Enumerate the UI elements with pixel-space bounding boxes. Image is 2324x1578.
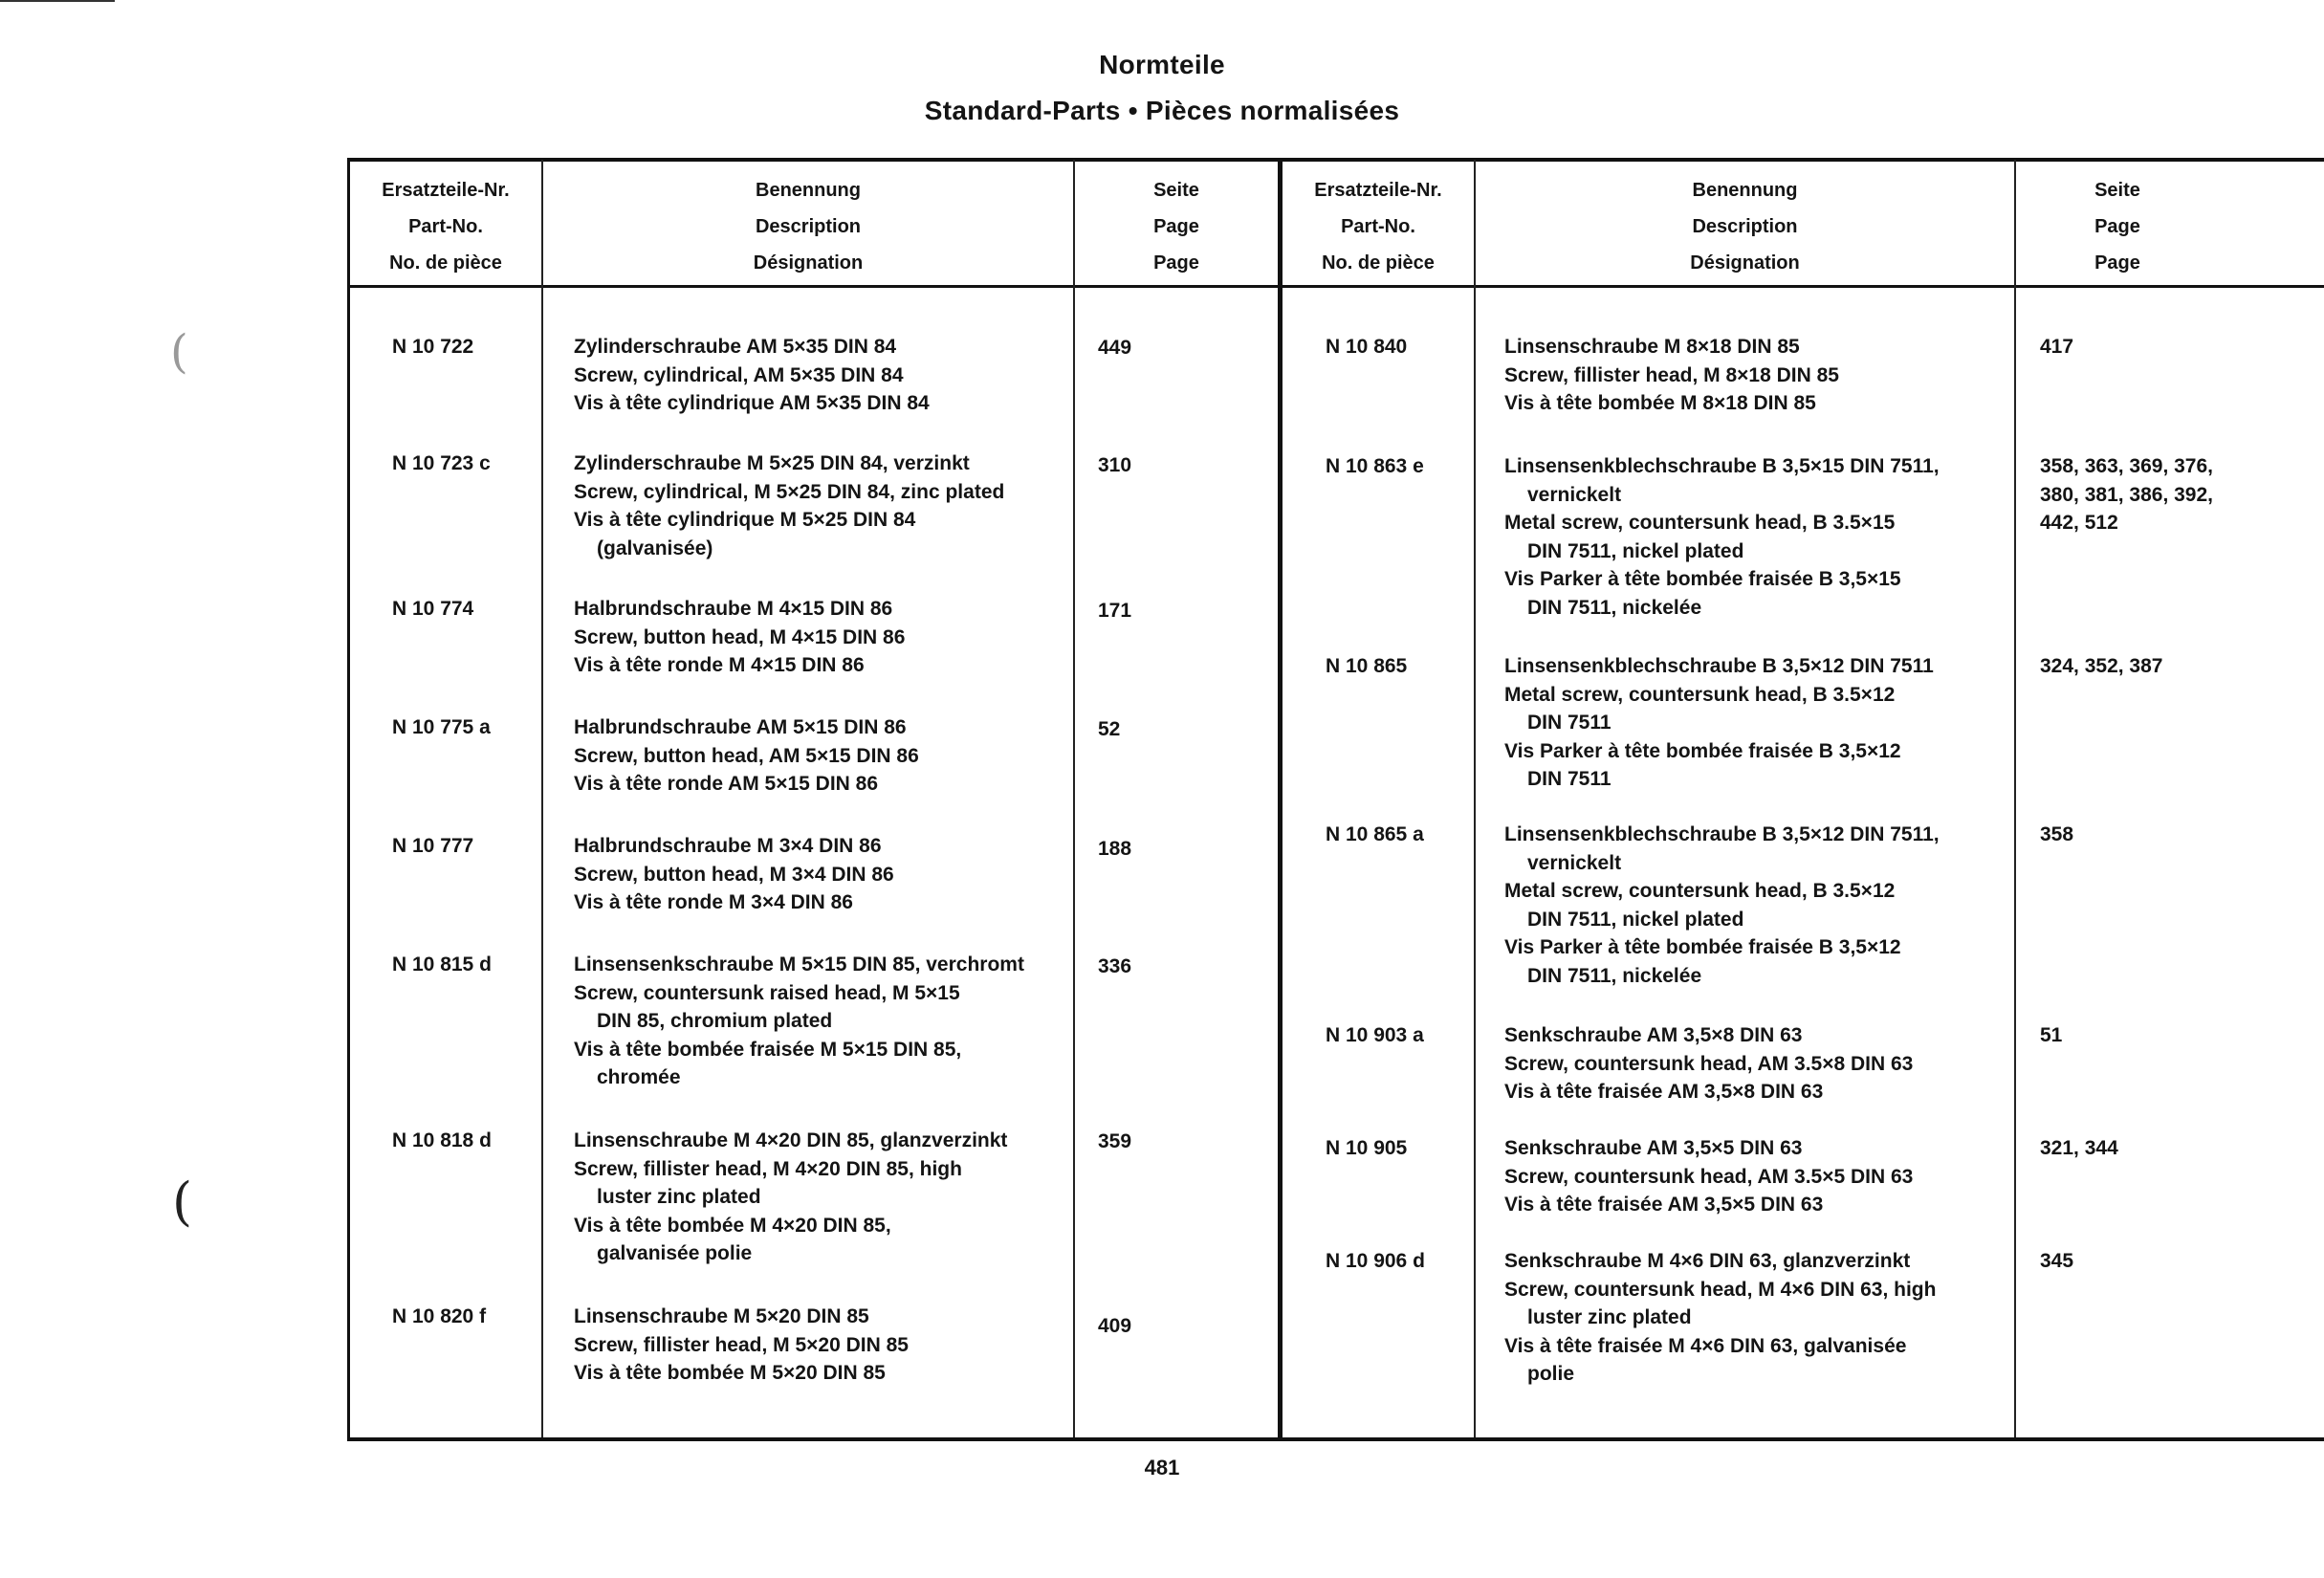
description-line: polie <box>1527 1363 1575 1385</box>
description-line: Screw, button head, AM 5×15 DIN 86 <box>574 744 919 767</box>
binding-hole-mark: ( <box>172 1172 193 1232</box>
header-divider <box>347 285 2324 288</box>
description-line: DIN 85, chromium plated <box>597 1010 833 1032</box>
column-divider-center <box>1278 160 1283 1437</box>
part-number: N 10 777 <box>392 835 474 857</box>
part-number: N 10 723 c <box>392 452 491 474</box>
header-label: No. de pièce <box>1322 252 1435 274</box>
page-reference <box>2040 1134 2118 1163</box>
description-line: Vis à tête ronde M 3×4 DIN 86 <box>574 891 853 913</box>
description-line: vernickelt <box>1527 851 1622 874</box>
header-part-no-right <box>1283 172 1474 281</box>
description-line: Metal screw, countersunk head, B 3.5×12 <box>1504 880 1896 902</box>
part-description <box>574 333 930 418</box>
description-line: Screw, cylindrical, M 5×25 DIN 84, zinc plated <box>574 480 1005 503</box>
header-label: Ersatzteile-Nr. <box>1314 180 1442 201</box>
column-divider <box>541 160 543 1437</box>
description-line: DIN 7511 <box>1527 712 1611 734</box>
page-number: 481 <box>1144 1456 1180 1479</box>
part-description <box>1504 1021 1913 1107</box>
page-reference <box>2040 1247 2073 1276</box>
description-line: Screw, countersunk head, AM 3.5×5 DIN 63 <box>1504 1165 1914 1188</box>
part-description <box>1504 1247 1936 1389</box>
page-reference-line: 321, 344 <box>2040 1137 2118 1159</box>
page-reference: 449 <box>1098 337 1132 359</box>
part-description <box>574 832 894 917</box>
description-line: Vis Parker à tête bombée fraisée B 3,5×12 <box>1504 936 1901 958</box>
description-line: Linsensenkblechschraube B 3,5×12 DIN 7511, <box>1504 823 1940 845</box>
description-line: vernickelt <box>1527 483 1622 506</box>
page-subtitle: Standard-Parts • Pièces normalisées <box>924 96 1400 125</box>
description-line: Linsensenkblechschraube B 3,5×12 DIN 7511 <box>1504 655 1934 677</box>
column-divider <box>1474 160 1476 1437</box>
description-line: Vis à tête fraisée AM 3,5×5 DIN 63 <box>1504 1194 1824 1216</box>
description-line: Vis à tête fraisée M 4×6 DIN 63, galvanisée <box>1504 1334 1907 1357</box>
header-description-left <box>543 172 1073 281</box>
page-title: Normteile <box>1099 50 1225 79</box>
description-line: Vis à tête fraisée AM 3,5×8 DIN 63 <box>1504 1081 1824 1103</box>
description-line: Vis à tête bombée fraisée M 5×15 DIN 85, <box>574 1038 962 1061</box>
description-line: Vis à tête bombée M 4×20 DIN 85, <box>574 1214 891 1237</box>
part-number: N 10 722 <box>392 336 474 358</box>
description-line: Vis à tête cylindrique M 5×25 DIN 84 <box>574 509 916 531</box>
description-line: Screw, countersunk head, AM 3.5×8 DIN 63 <box>1504 1052 1914 1075</box>
page-reference-line: 380, 381, 386, 392, <box>2040 483 2213 506</box>
part-number: N 10 818 d <box>392 1129 492 1151</box>
page-reference-line: 417 <box>2040 336 2074 358</box>
description-line: Linsensenkschraube M 5×15 DIN 85, verchromt <box>574 953 1024 975</box>
description-line: luster zinc plated <box>1527 1306 1692 1328</box>
description-line: DIN 7511, nickel plated <box>1527 539 1744 562</box>
page-reference: 188 <box>1098 838 1132 860</box>
description-line: Halbrundschraube AM 5×15 DIN 86 <box>574 716 907 738</box>
description-line: Screw, cylindrical, AM 5×35 DIN 84 <box>574 363 904 386</box>
header-label: Page <box>2094 216 2140 237</box>
part-number: N 10 840 <box>1326 336 1408 358</box>
part-number: N 10 865 a <box>1326 823 1424 845</box>
part-number: N 10 865 <box>1326 655 1408 677</box>
page-reference <box>2040 1021 2062 1050</box>
header-label: Seite <box>1153 180 1199 201</box>
part-number: N 10 815 d <box>392 953 492 975</box>
description-line: Screw, button head, M 4×15 DIN 86 <box>574 625 906 648</box>
page-reference-line: 345 <box>2040 1250 2074 1272</box>
description-line: Linsenschraube M 8×18 DIN 85 <box>1504 336 1800 358</box>
description-line: Vis à tête cylindrique AM 5×35 DIN 84 <box>574 392 930 414</box>
description-line: DIN 7511, nickel plated <box>1527 908 1744 931</box>
header-label: Description <box>755 216 862 237</box>
description-line: Senkschraube M 4×6 DIN 63, glanzverzinkt <box>1504 1250 1911 1272</box>
description-line: Screw, button head, M 3×4 DIN 86 <box>574 863 894 886</box>
part-description <box>574 1303 909 1388</box>
part-description <box>1504 333 1839 418</box>
header-label: Page <box>2094 252 2140 274</box>
description-line: Screw, fillister head, M 5×20 DIN 85 <box>574 1333 909 1356</box>
part-description <box>574 713 919 799</box>
page-reference: 171 <box>1098 600 1132 622</box>
header-page-left <box>1075 172 1278 281</box>
description-line: (galvanisée) <box>597 537 713 559</box>
header-part-no-left <box>350 172 541 281</box>
header-label: Seite <box>2094 180 2140 201</box>
page-reference <box>2040 452 2213 537</box>
description-line: Vis à tête bombée M 5×20 DIN 85 <box>574 1362 886 1384</box>
part-description <box>1504 821 1940 990</box>
description-line: Linsenschraube M 4×20 DIN 85, glanzverzinkt <box>574 1129 1008 1151</box>
description-line: Vis à tête ronde AM 5×15 DIN 86 <box>574 773 879 795</box>
part-number: N 10 774 <box>392 598 474 620</box>
description-line: Screw, countersunk head, M 4×6 DIN 63, high <box>1504 1278 1937 1301</box>
description-line: Screw, countersunk raised head, M 5×15 <box>574 981 960 1004</box>
header-label: No. de pièce <box>389 252 502 274</box>
part-description <box>1504 1134 1913 1219</box>
header-label: Description <box>1692 216 1798 237</box>
page-reference: 52 <box>1098 718 1121 740</box>
description-line: Linsenschraube M 5×20 DIN 85 <box>574 1305 869 1327</box>
page-reference: 310 <box>1098 454 1132 476</box>
page-reference <box>2040 821 2073 849</box>
column-divider <box>2014 160 2016 1437</box>
page-reference-line: 442, 512 <box>2040 512 2118 534</box>
description-line: Linsensenkblechschraube B 3,5×15 DIN 7511, <box>1504 455 1940 477</box>
page-reference-line: 51 <box>2040 1024 2063 1046</box>
header-label: Désignation <box>753 252 864 274</box>
description-line: Vis Parker à tête bombée fraisée B 3,5×15 <box>1504 568 1901 590</box>
page-reference: 336 <box>1098 955 1132 977</box>
header-page-right <box>2016 172 2219 281</box>
part-description <box>1504 652 1934 794</box>
description-line: Vis à tête bombée M 8×18 DIN 85 <box>1504 392 1816 414</box>
part-number: N 10 820 f <box>392 1305 487 1327</box>
part-number: N 10 903 a <box>1326 1024 1424 1046</box>
description-line: Halbrundschraube M 4×15 DIN 86 <box>574 598 893 620</box>
header-label: Page <box>1153 252 1199 274</box>
description-line: Metal screw, countersunk head, B 3.5×15 <box>1504 512 1896 534</box>
part-description <box>574 951 1024 1092</box>
description-line: DIN 7511 <box>1527 768 1611 790</box>
description-line: Screw, fillister head, M 4×20 DIN 85, high <box>574 1157 962 1180</box>
header-label: Part-No. <box>408 216 483 237</box>
page-reference: 359 <box>1098 1130 1132 1152</box>
description-line: DIN 7511, nickelée <box>1527 964 1702 987</box>
description-line: Senkschraube AM 3,5×5 DIN 63 <box>1504 1137 1803 1159</box>
top-left-rule <box>0 0 115 2</box>
description-line: Vis Parker à tête bombée fraisée B 3,5×12 <box>1504 739 1901 762</box>
part-number: N 10 905 <box>1326 1137 1408 1159</box>
header-label: Benennung <box>1692 180 1798 201</box>
page-reference <box>2040 333 2073 362</box>
description-line: Screw, fillister head, M 8×18 DIN 85 <box>1504 363 1839 386</box>
part-number: N 10 906 d <box>1326 1250 1425 1272</box>
header-label: Benennung <box>756 180 861 201</box>
description-line: Senkschraube AM 3,5×8 DIN 63 <box>1504 1024 1803 1046</box>
description-line: Zylinderschraube AM 5×35 DIN 84 <box>574 336 897 358</box>
description-line: Zylinderschraube M 5×25 DIN 84, verzinkt <box>574 452 970 474</box>
header-label: Désignation <box>1690 252 1800 274</box>
page-reference: 409 <box>1098 1315 1132 1337</box>
part-description <box>574 1127 1007 1268</box>
page-reference <box>2040 652 2162 681</box>
part-number: N 10 775 a <box>392 716 491 738</box>
header-label: Part-No. <box>1341 216 1415 237</box>
part-description <box>1504 452 1940 622</box>
description-line: Vis à tête ronde M 4×15 DIN 86 <box>574 654 865 676</box>
description-line: Halbrundschraube M 3×4 DIN 86 <box>574 835 882 857</box>
part-number: N 10 863 e <box>1326 455 1424 477</box>
description-line: DIN 7511, nickelée <box>1527 596 1702 619</box>
description-line: galvanisée polie <box>597 1242 753 1264</box>
part-description <box>574 449 1004 562</box>
page-reference-line: 358 <box>2040 823 2074 845</box>
page-reference-line: 358, 363, 369, 376, <box>2040 455 2213 477</box>
header-description-right <box>1476 172 2014 281</box>
header-label: Page <box>1153 216 1199 237</box>
part-description <box>574 595 905 680</box>
description-line: Metal screw, countersunk head, B 3.5×12 <box>1504 683 1896 706</box>
header-label: Ersatzteile-Nr. <box>382 180 510 201</box>
description-line: chromée <box>597 1066 681 1088</box>
binding-hole-mark: ( <box>170 325 188 379</box>
page-reference-line: 324, 352, 387 <box>2040 655 2163 677</box>
column-divider <box>1073 160 1075 1437</box>
description-line: luster zinc plated <box>597 1186 761 1208</box>
